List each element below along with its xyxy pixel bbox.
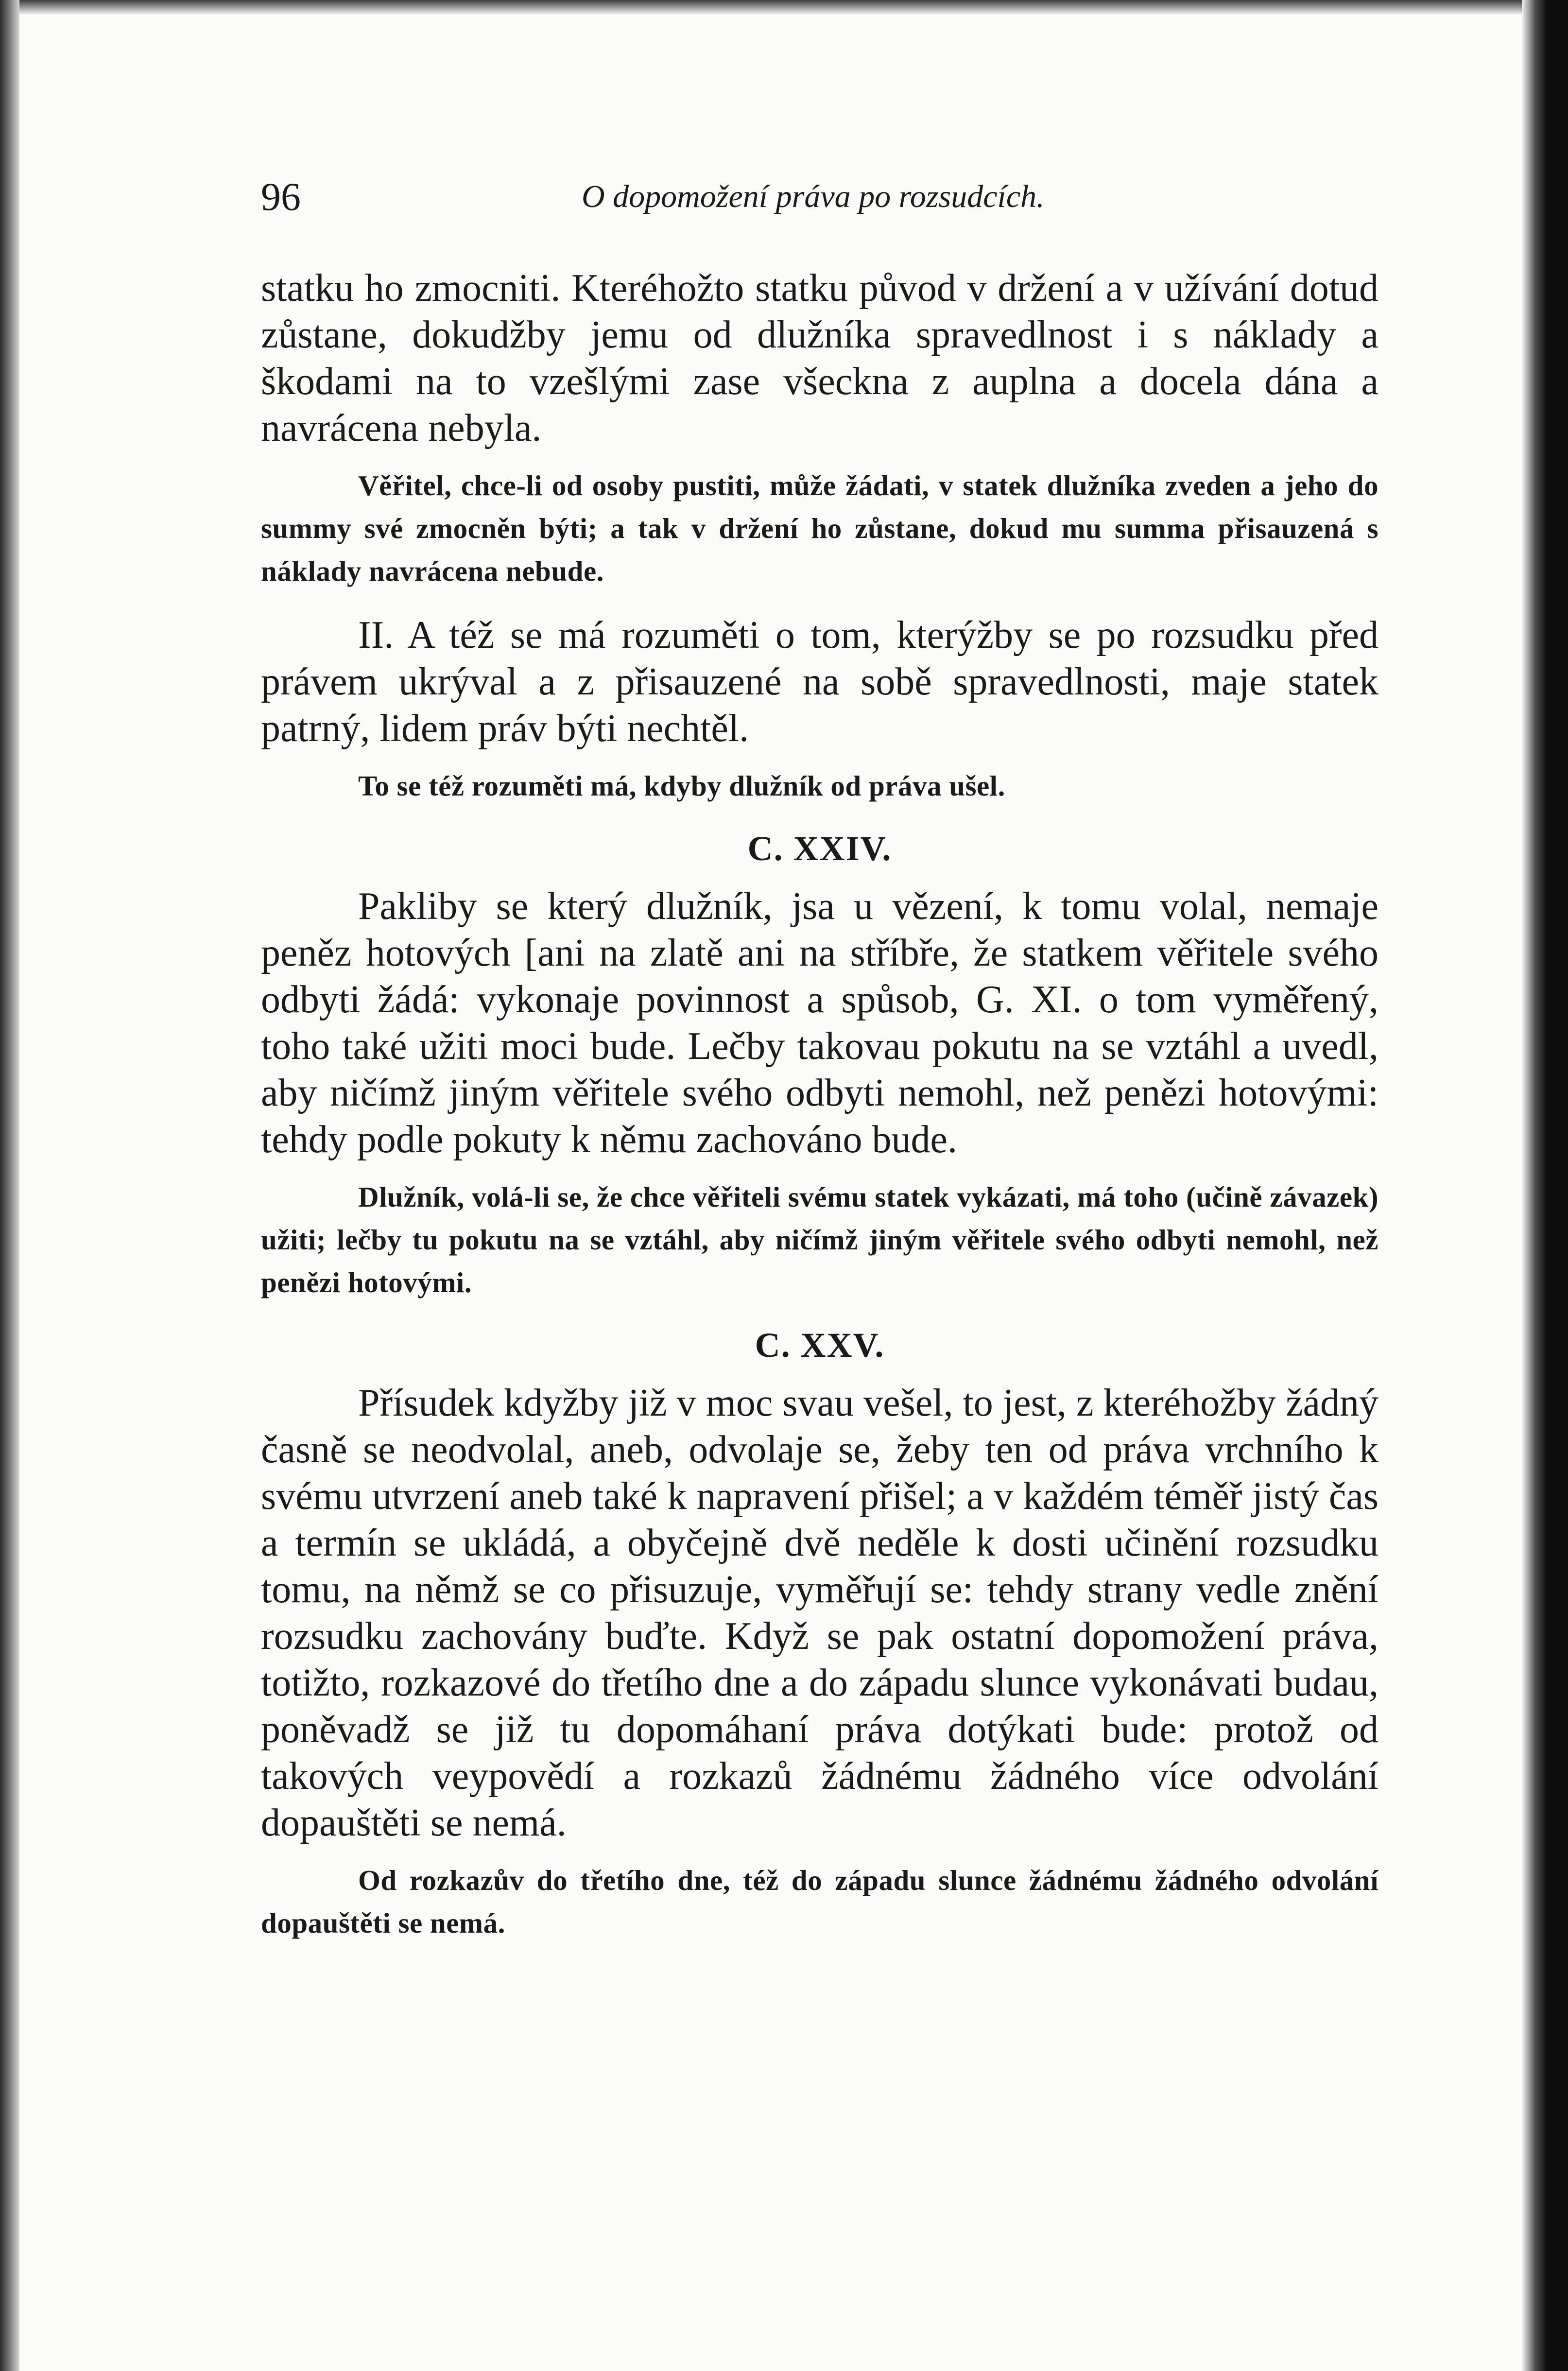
- page-number: 96: [261, 174, 301, 219]
- scan-edge-top: [0, 0, 1568, 15]
- commentary-note: Věřitel, chce-li od osoby pustiti, může žádati, v statek dlužníka zveden a jeho do summy své zmocněn býti; a tak v držení ho zůstane, dokud mu summa přisauzená s náklady navrácena nebude.: [261, 469, 1378, 587]
- page-body: [261, 265, 1378, 1944]
- paragraph-continuation: statku ho zmocniti. Kteréhožto statku původ v držení a v užívání dotud zůstane, dokudžby jemu od dlužníka spravedlnost i s náklady a škodami na to vzešlými zase všeckna z auplna a docela dána a navrácena nebyla.: [261, 267, 1378, 450]
- paragraph-xxv: Přísudek kdyžby již v moc svau vešel, to jest, z kteréhožby žádný časně se neodvolal, aneb, odvolaje se, žeby ten od práva vrchního k svému utvrzení aneb také k napravení přišel; a v každém téměř jistý čas a termín se ukládá, a obyčejně dvě neděle k dosti učinění rozsudku tomu, na němž se co přisuzuje, vyměřují se: tehdy strany vedle znění rozsudku zachovány buďte. Když se pak ostatní dopomožení práva, totižto, rozkazové do třetího dne a do západu slunce vykonávati budau, poněvadž se již tu dopomáhaní práva dotýkati bude: protož od takových veypovědí a rozkazů žádnému žádného více odvolání dopauštěti se nemá.: [261, 1382, 1378, 1844]
- commentary-note: To se též rozuměti má, kdyby dlužník od práva ušel.: [358, 770, 1005, 802]
- section-heading-xxv: C. XXV.: [755, 1326, 885, 1365]
- commentary-note: Od rozkazův do třetího dne, též do západu slunce žádnému žádného odvolání dopauštěti se nemá.: [261, 1864, 1378, 1939]
- section-heading-xxiv: C. XXIV.: [747, 829, 892, 868]
- running-title: O dopomožení práva po rozsudcích.: [582, 179, 1045, 214]
- scan-edge-left: [0, 0, 19, 2371]
- page-header: [261, 170, 1102, 224]
- paragraph-article-ii: II. A též se má rozuměti o tom, kterýžby se po rozsudku před právem ukrýval a z přisauzené na sobě spravedlnosti, maje statek patrný, lidem práv býti nechtěl.: [261, 614, 1378, 750]
- commentary-note: Dlužník, volá-li se, že chce věřiteli svému statek vykázati, má toho (učině závazek) užiti; lečby tu pokutu na se vztáhl, aby ničímž jiným věřitele svého odbyti nemohl, než penězi hotovými.: [261, 1181, 1378, 1298]
- paragraph-xxiv: Pakliby se který dlužník, jsa u vězení, k tomu volal, nemaje peněz hotových [ani na zlatě ani na stříbře, že statkem věřitele svého odbyti žádá: vykonaje povinnost a spůsob, G. XI. o tom vyměřený, toho také užiti moci bude. Lečby takovau pokutu na se vztáhl a uvedl, aby ničímž jiným věřitele svého odbyti nemohl, než penězi hotovými: tehdy podle pokuty k němu zachováno bude.: [261, 885, 1378, 1161]
- scan-edge-right: [1522, 0, 1568, 2371]
